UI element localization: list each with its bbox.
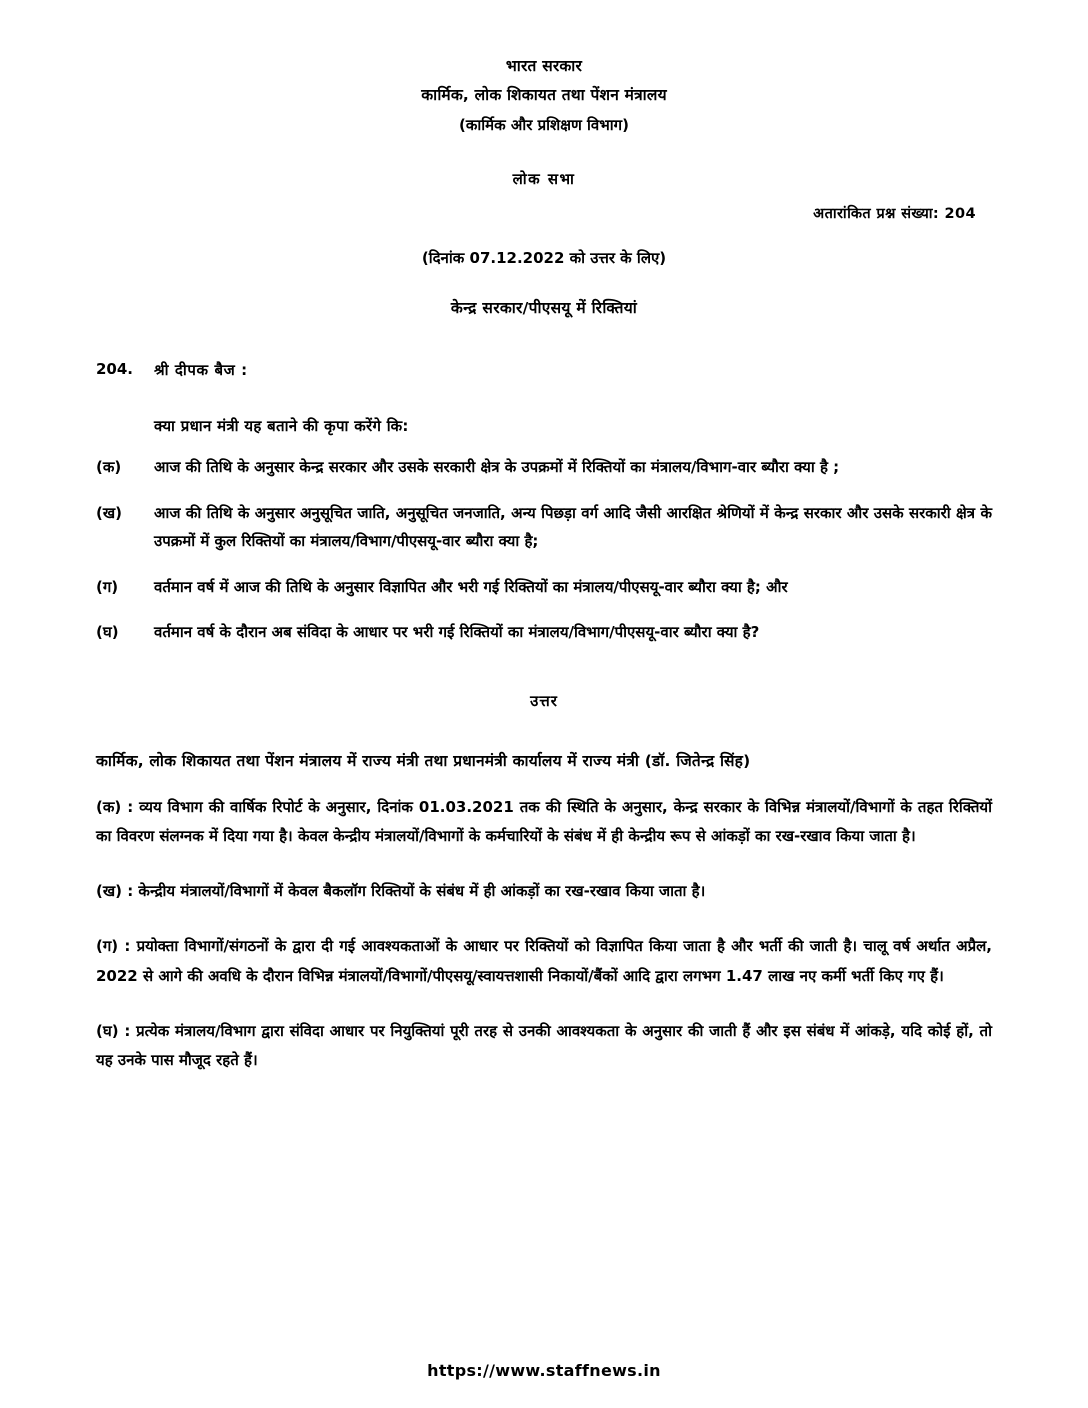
answer-text: : प्रयोक्ता विभागों/संगठनों के द्वारा दी गई आवश्यकताओं के आधार पर रिक्तियों को विज्ञापित किया जाता है और भर्ती की जाती है। चालू वर्ष अर्थात अप्रैल, 2022 से आगे की अवधि के दौरान विभिन्न मंत्रालयों/विभागों/पीएसयू/स्वायत्तशासी निकायों/बैंकों आदि द्वारा लगभग 1.47 लाख नए कर्मी भर्ती किए गए हैं। <box>96 937 992 985</box>
question-label: (घ) <box>96 623 119 642</box>
question-label: (ग) <box>96 577 119 596</box>
department-line: (कार्मिक और प्रशिक्षण विभाग) <box>459 115 629 134</box>
answer-paragraph <box>96 793 992 852</box>
answer-date-line: (दिनांक 07.12.2022 को उत्तर के लिए) <box>421 249 667 268</box>
question-text: आज की तिथि के अनुसार अनुसूचित जाति, अनुसूचित जनजाति, अन्य पिछड़ा वर्ग आदि जैसी आरक्षित श्रेणियों में केन्द्र सरकार और उसके सरकारी क्षेत्र के उपक्रमों में कुल रिक्तियों का मंत्रालय/विभाग/पीएसयू-वार ब्यौरा क्या है; <box>154 504 992 550</box>
asker-number: 204. <box>96 360 134 379</box>
question-item <box>96 619 992 647</box>
answer-label: (ख) <box>96 882 122 901</box>
answers-list <box>96 793 992 1076</box>
asker-name: श्री दीपक बैज : <box>154 361 248 380</box>
answer-paragraph <box>96 1017 992 1076</box>
question-text: वर्तमान वर्ष में आज की तिथि के अनुसार विज्ञापित और भरी गई रिक्तियों का मंत्रालय/पीएसयू-वार ब्यौरा क्या है; और <box>154 577 788 596</box>
answer-paragraph <box>96 932 992 991</box>
question-text: वर्तमान वर्ष के दौरान अब संविदा के आधार पर भरी गई रिक्तियों का मंत्रालय/विभाग/पीएसयू-वार ब्यौरा क्या है? <box>154 623 760 642</box>
footer-url[interactable]: https://www.staffnews.in <box>427 1361 661 1380</box>
minister-designation: कार्मिक, लोक शिकायत तथा पेंशन मंत्रालय में राज्य मंत्री तथा प्रधानमंत्री कार्यालय में राज्य मंत्री (डॉ. जितेन्द्र सिंह) <box>96 752 751 771</box>
question-label: (क) <box>96 458 122 477</box>
answer-label: (क) <box>96 797 122 816</box>
house-line: लोक सभा <box>512 170 576 189</box>
question-label: (ख) <box>96 504 122 523</box>
preamble-text: क्या प्रधान मंत्री यह बताने की कृपा करेंगे कि: <box>154 417 409 436</box>
question-item <box>96 500 992 556</box>
asker-row <box>96 360 992 380</box>
question-number: अतारांकित प्रश्न संख्या: 204 <box>813 206 976 223</box>
question-item <box>96 454 992 482</box>
question-text: आज की तिथि के अनुसार केन्द्र सरकार और उसके सरकारी क्षेत्र के उपक्रमों में रिक्तियों का मंत्रालय/विभाग-वार ब्यौरा क्या है ; <box>154 458 840 477</box>
answer-label: (ग) <box>96 937 119 956</box>
answer-paragraph <box>96 877 992 906</box>
answer-text: : व्यय विभाग की वार्षिक रिपोर्ट के अनुसार, दिनांक 01.03.2021 तक की स्थिति के अनुसार, केन्द्र सरकार के विभिन्न मंत्रालयों/विभागों के तहत रिक्तियों का विवरण संलग्नक में दिया गया है। केवल केन्द्रीय मंत्रालयों/विभागों के कर्मचारियों के संबंध में ही केन्द्रीय रूप से आंकड़ों का रख-रखाव किया जाता है। <box>96 797 992 845</box>
question-item <box>96 574 992 602</box>
subject-line: केन्द्र सरकार/पीएसयू में रिक्तियां <box>450 299 638 318</box>
answer-text: : केन्द्रीय मंत्रालयों/विभागों में केवल बैकलॉग रिक्तियों के संबंध में ही आंकड़ों का रख-रखाव किया जाता है। <box>121 882 706 901</box>
answer-text: : प्रत्येक मंत्रालय/विभाग द्वारा संविदा आधार पर नियुक्तियां पूरी तरह से उनकी आवश्यकता के अनुसार की जाती हैं और इस संबंध में आंकड़े, यदि कोई हों, तो यह उनके पास मौजूद रहते हैं। <box>96 1021 992 1070</box>
government-line: भारत सरकार <box>505 57 583 75</box>
answer-heading: उत्तर <box>530 692 558 711</box>
ministry-line: कार्मिक, लोक शिकायत तथा पेंशन मंत्रालय <box>421 86 667 105</box>
answer-label: (घ) <box>96 1021 119 1040</box>
questions-list <box>96 454 992 647</box>
